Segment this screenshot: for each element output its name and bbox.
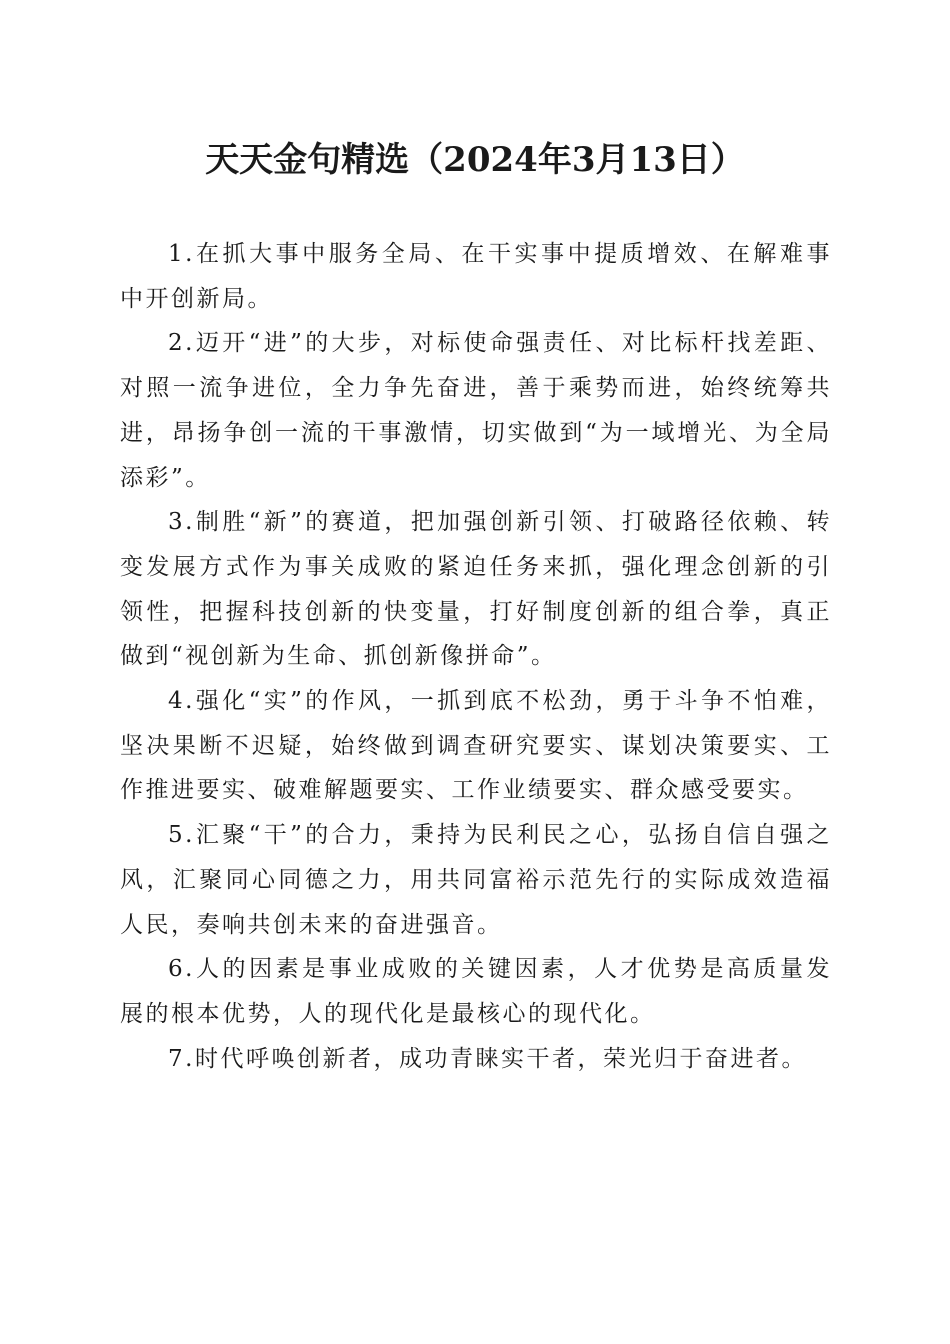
list-item: 5.汇聚“干”的合力，秉持为民利民之心，弘扬自信自强之风，汇聚同心同德之力，用共同富裕示范先行的实际成效造福人民，奏响共创未来的奋进强音。 bbox=[120, 822, 832, 938]
list-item: 4.强化“实”的作风，一抓到底不松劲，勇于斗争不怕难，坚决果断不迟疑，始终做到调查研究要实、谋划决策要实、工作推进要实、破难解题要实、工作业绩要实、群众感受要实。 bbox=[120, 688, 832, 804]
list-item: 1.在抓大事中服务全局、在干实事中提质增效、在解难事中开创新局。 bbox=[120, 241, 832, 312]
list-item: 6.人的因素是事业成败的关键因素，人才优势是高质量发展的根本优势，人的现代化是最核心的现代化。 bbox=[120, 956, 832, 1027]
list-item: 7.时代呼唤创新者，成功青睐实干者，荣光归于奋进者。 bbox=[168, 1045, 807, 1072]
list-item: 3.制胜“新”的赛道，把加强创新引领、打破路径依赖、转变发展方式作为事关成败的紧迫任务来抓，强化理念创新的引领性，把握科技创新的快变量，打好制度创新的组合拳，真正做到“视创新为生命、抓创新像拼命”。 bbox=[120, 509, 832, 670]
list-item: 2.迈开“进”的大步，对标使命强责任、对比标杆找差距、对照一流争进位，全力争先奋进，善于乘势而进，始终统筹共进，昂扬争创一流的干事激情，切实做到“为一域增光、为全局添彩”。 bbox=[120, 330, 832, 491]
document-title: 天天金句精选（2024年3月13日） bbox=[205, 140, 745, 180]
document-body bbox=[120, 232, 832, 1081]
